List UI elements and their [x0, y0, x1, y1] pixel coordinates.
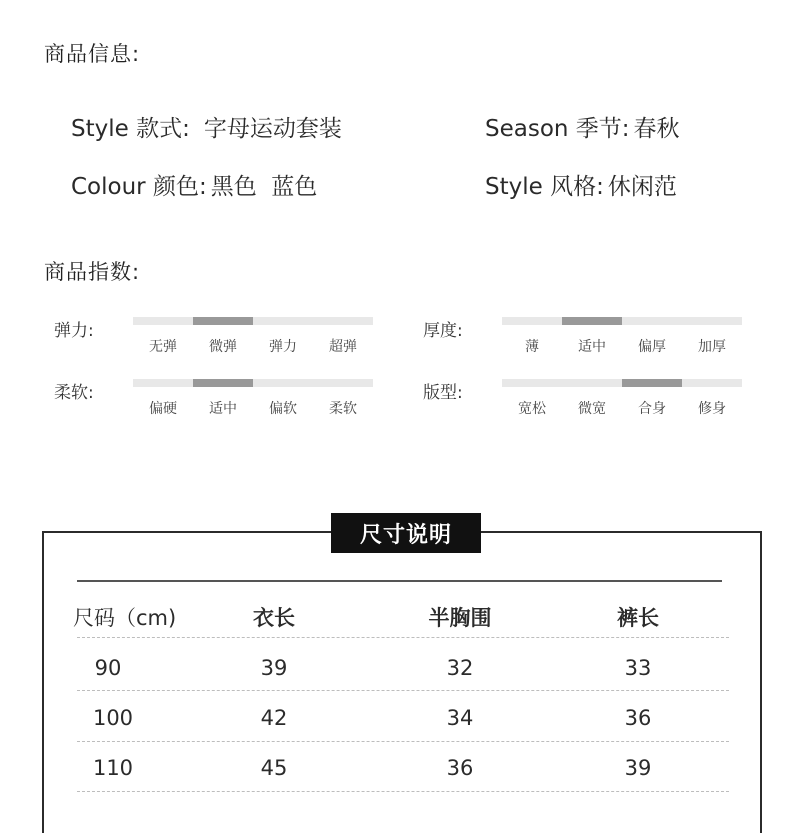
index-option: 合身	[638, 401, 666, 417]
index-bar-elasticity	[133, 317, 373, 325]
index-segment	[502, 317, 562, 325]
size-cell: 39	[260, 656, 288, 680]
info-style-value: 字母运动套装	[203, 116, 342, 142]
size-cell: 36	[624, 706, 652, 730]
index-option: 微弹	[209, 339, 237, 355]
info-style-label: Style 款式:	[71, 116, 190, 142]
index-options-fit	[502, 398, 742, 418]
size-cell: 45	[260, 756, 288, 780]
row-divider	[77, 690, 729, 691]
index-option: 弹力	[269, 339, 297, 355]
index-segment	[193, 379, 253, 387]
index-option: 加厚	[698, 339, 726, 355]
product-info-title: 商品信息:	[44, 42, 141, 66]
index-options-elasticity	[133, 336, 373, 356]
index-segment	[562, 379, 622, 387]
index-segment	[682, 317, 742, 325]
size-cell: 42	[260, 706, 288, 730]
info-style	[71, 110, 342, 143]
index-option: 适中	[209, 401, 237, 417]
info-season-label: Season 季节:	[485, 116, 630, 142]
index-segment	[193, 317, 253, 325]
size-cell: 34	[446, 706, 474, 730]
index-bar-fit	[502, 379, 742, 387]
product-index-title: 商品指数:	[44, 260, 141, 284]
info-style-2-value: 休闲范	[607, 174, 677, 200]
index-option: 偏硬	[149, 401, 177, 417]
size-chart-top-rule	[77, 580, 722, 582]
index-label-thickness: 厚度:	[423, 321, 463, 341]
size-header-size: 尺码（cm)	[73, 606, 177, 630]
info-colour-value: 黑色 蓝色	[210, 174, 318, 200]
info-season	[485, 110, 680, 143]
index-segment	[253, 317, 313, 325]
index-option: 修身	[698, 401, 726, 417]
index-option: 偏厚	[638, 339, 666, 355]
index-segment	[313, 379, 373, 387]
size-chart-title: 尺寸说明	[331, 513, 481, 553]
index-segment	[562, 317, 622, 325]
size-header-bust: 半胸围	[428, 606, 492, 630]
index-option: 薄	[525, 339, 539, 355]
index-label-softness: 柔软:	[54, 383, 94, 403]
size-cell: 36	[446, 756, 474, 780]
index-option: 宽松	[518, 401, 546, 417]
row-divider	[77, 741, 729, 742]
info-colour	[71, 168, 317, 201]
index-bar-thickness	[502, 317, 742, 325]
info-season-value: 春秋	[633, 116, 680, 142]
index-option: 适中	[578, 339, 606, 355]
index-segment	[502, 379, 562, 387]
index-segment	[133, 379, 193, 387]
index-segment	[133, 317, 193, 325]
row-divider	[77, 791, 729, 792]
index-option: 无弹	[149, 339, 177, 355]
row-divider	[77, 637, 729, 638]
size-header-length: 衣长	[253, 606, 295, 630]
info-style-2-label: Style 风格:	[485, 174, 604, 200]
index-options-thickness	[502, 336, 742, 356]
index-segment	[622, 379, 682, 387]
index-segment	[253, 379, 313, 387]
index-segment	[313, 317, 373, 325]
index-bar-softness	[133, 379, 373, 387]
size-cell: 39	[624, 756, 652, 780]
index-segment	[622, 317, 682, 325]
size-cell: 90	[94, 656, 122, 680]
index-option: 偏软	[269, 401, 297, 417]
index-option: 柔软	[329, 401, 357, 417]
index-options-softness	[133, 398, 373, 418]
size-cell: 110	[92, 756, 134, 780]
size-cell: 33	[624, 656, 652, 680]
index-segment	[682, 379, 742, 387]
index-label-fit: 版型:	[423, 383, 463, 403]
info-colour-label: Colour 颜色:	[71, 174, 207, 200]
size-cell: 100	[92, 706, 134, 730]
size-chart-frame	[42, 531, 762, 833]
index-option: 微宽	[578, 401, 606, 417]
index-option: 超弹	[329, 339, 357, 355]
size-header-pants: 裤长	[617, 606, 659, 630]
index-label-elasticity: 弹力:	[54, 321, 94, 341]
size-cell: 32	[446, 656, 474, 680]
info-style-2	[485, 168, 677, 201]
